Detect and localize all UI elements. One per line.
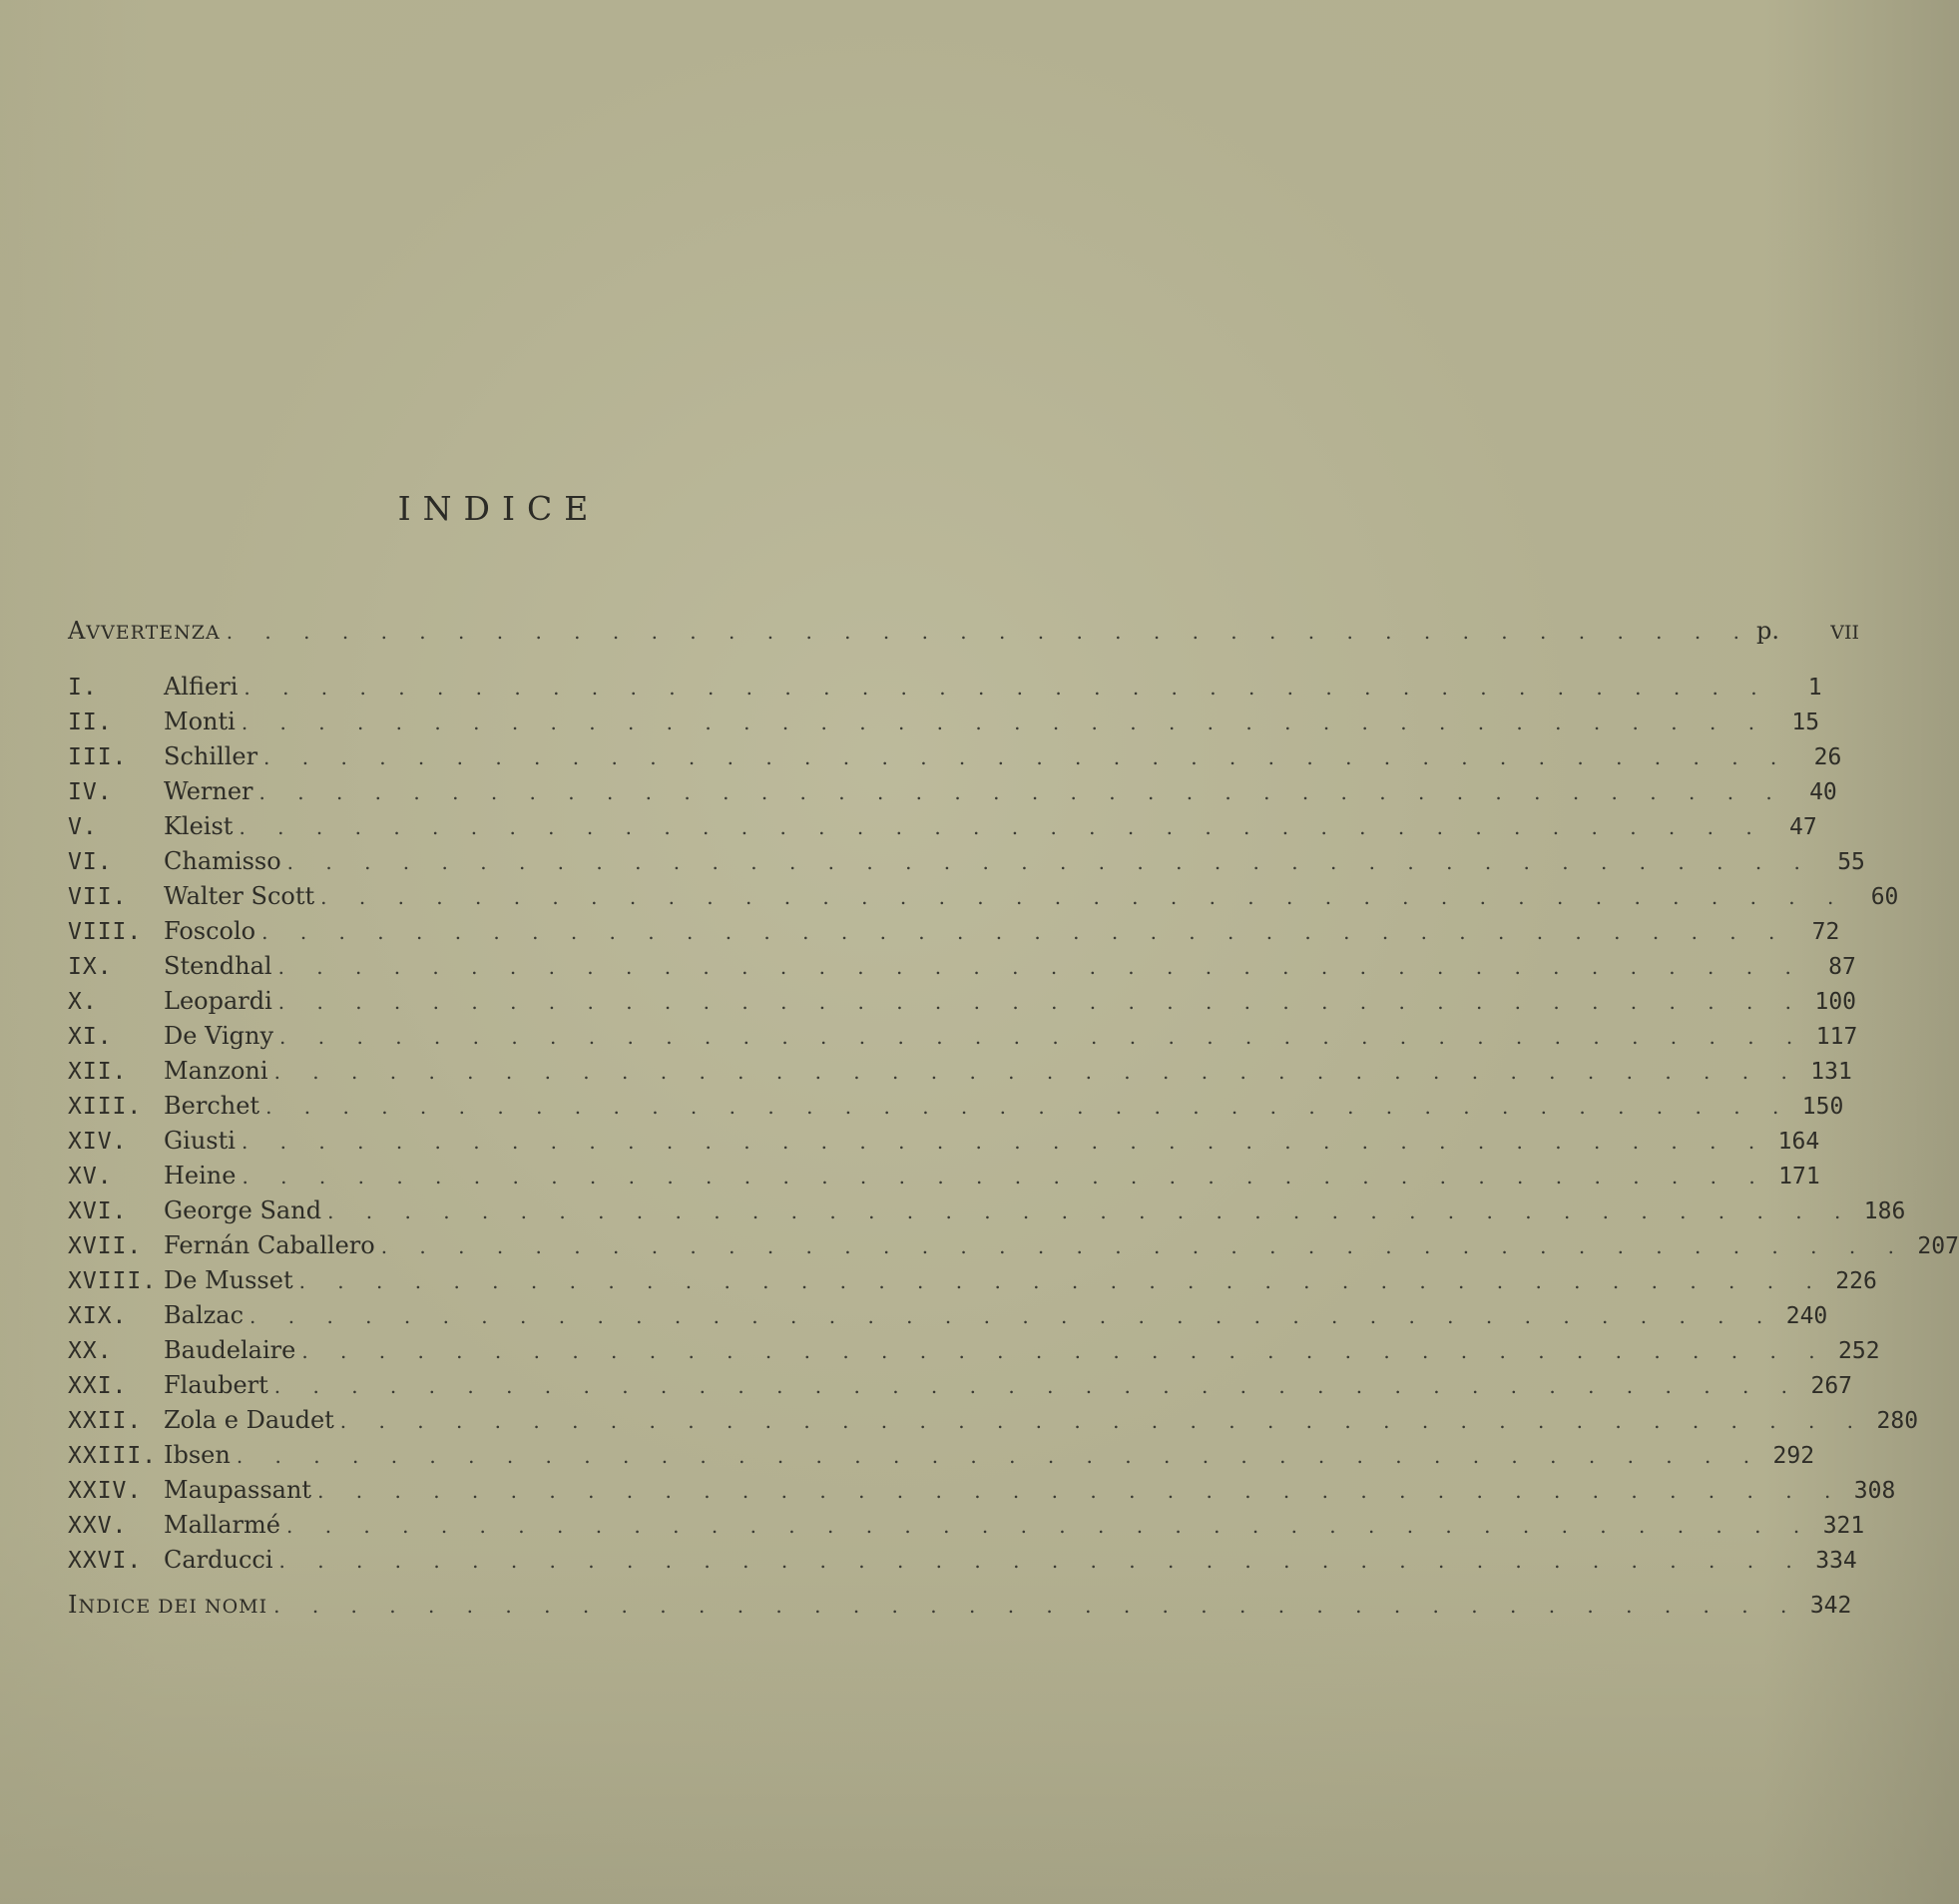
toc-row-names-index xyxy=(68,1591,1852,1625)
chapter-number: XXVI. xyxy=(68,1548,143,1574)
toc-row xyxy=(68,1162,1820,1195)
page-number: 321 xyxy=(1822,1513,1865,1539)
toc-row xyxy=(68,1371,1853,1405)
chapter-title: Baudelaire xyxy=(164,1336,296,1364)
toc-row xyxy=(68,1092,1844,1126)
toc-row xyxy=(68,1266,1877,1300)
dot-leader: . . . . . . . . . . . . . . . . . . . . . . . . . . . . . . . . . . . . . . . . xyxy=(298,1269,1825,1293)
chapter-number: XII. xyxy=(68,1059,128,1085)
page-number: 226 xyxy=(1835,1268,1877,1294)
dot-leader: . . . . . . . . . . . . . . . . . . . . . . . . . . . . . . . . . . . . . . . . xyxy=(317,1479,1844,1503)
dot-leader: . . . . . . . . . . . . . . . . . . . . . . . . . . . . . . . . . . . . . . . . xyxy=(273,1374,1801,1398)
dot-leader: . . . . . . . . . . . . . . . . . . . . . . . . . . . . . . . . . . . . . . . . xyxy=(241,711,1768,734)
chapter-number: XIII. xyxy=(68,1094,143,1120)
page-number: 164 xyxy=(1777,1129,1820,1155)
page-number: 40 xyxy=(1809,779,1837,805)
toc-row-preface xyxy=(68,617,1859,651)
page-number: 55 xyxy=(1837,849,1865,875)
names-index-label: INDICE DEI NOMI xyxy=(68,1591,268,1619)
page-abbrev: p. xyxy=(1755,617,1779,645)
page-number: 292 xyxy=(1772,1443,1815,1469)
dot-leader: . . . . . . . . . . . . . . . . . . . . . . . . . . . . . . . . . . . . . . . . xyxy=(239,815,1765,839)
chapter-title: De Musset xyxy=(164,1266,293,1294)
chapter-title: Walter Scott xyxy=(164,882,315,910)
chapter-title: Giusti xyxy=(164,1127,236,1155)
dot-leader: . . . . . . . . . . . . . . . . . . . . . . . . . . . . . . . . . . . . . . . . xyxy=(380,1234,1907,1258)
toc-row xyxy=(68,917,1840,951)
chapter-title: George Sand xyxy=(164,1196,322,1224)
chapter-number: III. xyxy=(68,744,128,770)
chapter-title: Mallarmé xyxy=(164,1511,280,1539)
page-number: 334 xyxy=(1815,1548,1857,1574)
dot-leader: . . . . . . . . . . . . . . . . . . . . . . . . . . . . . . . . . . . . . . . . xyxy=(273,1060,1800,1084)
dot-leader: . . . . . . . . . . . . . . . . . . . . . . . . . . . . . . . . . . . . . . . . xyxy=(286,850,1813,874)
toc-row xyxy=(68,1546,1857,1580)
toc-row xyxy=(68,1301,1828,1335)
chapter-number: I. xyxy=(68,675,98,701)
chapter-title: Maupassant xyxy=(164,1476,312,1504)
dot-leader: . . . . . . . . . . . . . . . . . . . . . . . . . . . . . . . . . . . . . . . . xyxy=(226,620,1752,644)
chapter-title: Fernán Caballero xyxy=(164,1231,375,1259)
preface-label: AVVERTENZA xyxy=(68,617,221,645)
toc-row xyxy=(68,777,1837,811)
chapter-number: II. xyxy=(68,710,113,735)
page-number: 117 xyxy=(1815,1024,1858,1050)
dot-leader: . . . . . . . . . . . . . . . . . . . . . . . . . . . . . . . . . . . . . . . . xyxy=(320,885,1847,909)
dot-leader: . . . . . . . . . . . . . . . . . . . . . . . . . . . . . . . . . . . . . . . . xyxy=(301,1339,1828,1363)
chapter-number: XVIII. xyxy=(68,1268,158,1294)
chapter-title: Ibsen xyxy=(164,1441,231,1469)
chapter-number: XXI. xyxy=(68,1373,128,1399)
page-number: 267 xyxy=(1810,1373,1853,1399)
toc-row xyxy=(68,1196,1906,1230)
toc-row xyxy=(68,742,1842,776)
page-title: INDICE xyxy=(397,489,601,528)
dot-leader: . . . . . . . . . . . . . . . . . . . . . . . . . . . . . . . . . . . . . . . . xyxy=(339,1409,1867,1433)
chapter-title: Kleist xyxy=(164,812,234,840)
dot-leader: . . . . . . . . . . . . . . . . . . . . . . . . . . . . . . . . . . . . . . . . xyxy=(244,676,1770,700)
dot-leader: . . . . . . . . . . . . . . . . . . . . . . . . . . . . . . . . . . . . . . . . xyxy=(258,780,1785,804)
toc-row xyxy=(68,673,1822,707)
chapter-number: X. xyxy=(68,989,98,1015)
toc-row xyxy=(68,708,1820,741)
dot-leader: . . . . . . . . . . . . . . . . . . . . . . . . . . . . . . . . . . . . . . . . xyxy=(279,1025,1806,1049)
dot-leader: . . . . . . . . . . . . . . . . . . . . . . . . . . . . . . . . . . . . . . . . xyxy=(241,1130,1768,1154)
toc-row xyxy=(68,1511,1865,1545)
chapter-title: Chamisso xyxy=(164,847,281,875)
page-number: 131 xyxy=(1810,1059,1852,1085)
toc-row xyxy=(68,1127,1820,1161)
chapter-number: XVI. xyxy=(68,1198,128,1224)
page-number: VII xyxy=(1830,622,1859,644)
chapter-number: XXV. xyxy=(68,1513,128,1539)
dot-leader: . . . . . . . . . . . . . . . . . . . . . . . . . . . . . . . . . . . . . . . . xyxy=(277,955,1804,979)
toc-row xyxy=(68,1231,1959,1265)
chapter-number: IX. xyxy=(68,954,113,980)
toc-row xyxy=(68,952,1856,986)
chapter-number: XX. xyxy=(68,1338,113,1364)
page-number: 15 xyxy=(1791,710,1820,735)
dot-leader: . . . . . . . . . . . . . . . . . . . . . . . . . . . . . . . . . . . . . . . . xyxy=(273,1594,1800,1618)
chapter-number: V. xyxy=(68,814,98,840)
chapter-title: Werner xyxy=(164,777,253,805)
chapter-title: Heine xyxy=(164,1162,237,1190)
dot-leader: . . . . . . . . . . . . . . . . . . . . . . . . . . . . . . . . . . . . . . . . xyxy=(285,1514,1813,1538)
chapter-title: Balzac xyxy=(164,1301,245,1329)
chapter-number: XI. xyxy=(68,1024,113,1050)
chapter-title: Leopardi xyxy=(164,987,272,1015)
chapter-title: Flaubert xyxy=(164,1371,268,1399)
chapter-number: XXII. xyxy=(68,1408,143,1434)
chapter-number: IV. xyxy=(68,779,113,805)
dot-leader: . . . . . . . . . . . . . . . . . . . . . . . . . . . . . . . . . . . . . . . . xyxy=(242,1165,1768,1189)
toc-row xyxy=(68,1022,1858,1056)
page-number: 150 xyxy=(1801,1094,1844,1120)
page-number: 342 xyxy=(1809,1593,1852,1619)
page-number: 252 xyxy=(1838,1338,1880,1364)
dot-leader: . . . . . . . . . . . . . . . . . . . . . . . . . . . . . . . . . . . . . . . . xyxy=(327,1199,1854,1223)
toc-row xyxy=(68,1057,1852,1091)
toc-row xyxy=(68,1441,1815,1475)
chapter-title: Zola e Daudet xyxy=(164,1406,334,1434)
toc-row xyxy=(68,1406,1919,1440)
chapter-number: XIV. xyxy=(68,1129,128,1155)
dot-leader: . . . . . . . . . . . . . . . . . . . . . . . . . . . . . . . . . . . . . . . . xyxy=(261,920,1788,944)
page-number: 100 xyxy=(1814,989,1857,1015)
toc-row xyxy=(68,1336,1880,1370)
page-number: 240 xyxy=(1785,1303,1828,1329)
page-number: 171 xyxy=(1778,1164,1820,1190)
chapter-title: Stendhal xyxy=(164,952,272,980)
page-number: 60 xyxy=(1870,884,1899,910)
toc-row xyxy=(68,987,1857,1021)
chapter-title: Foscolo xyxy=(164,917,256,945)
page-number: 186 xyxy=(1863,1198,1906,1224)
chapter-number: XXIII. xyxy=(68,1443,158,1469)
dot-leader: . . . . . . . . . . . . . . . . . . . . . . . . . . . . . . . . . . . . . . . . xyxy=(249,1304,1776,1328)
chapter-title: Schiller xyxy=(164,742,258,770)
chapter-title: Berchet xyxy=(164,1092,260,1120)
dot-leader: . . . . . . . . . . . . . . . . . . . . . . . . . . . . . . . . . . . . . . . . xyxy=(236,1444,1763,1468)
page-number: 308 xyxy=(1853,1478,1896,1504)
chapter-title: Manzoni xyxy=(164,1057,268,1085)
toc-row xyxy=(68,1476,1896,1510)
chapter-title: De Vigny xyxy=(164,1022,274,1050)
chapter-number: XVII. xyxy=(68,1233,143,1259)
dot-leader: . . . . . . . . . . . . . . . . . . . . . . . . . . . . . . . . . . . . . . . . xyxy=(278,1549,1805,1573)
chapter-title: Carducci xyxy=(164,1546,273,1574)
chapter-number: XIX. xyxy=(68,1303,128,1329)
page-number: 280 xyxy=(1876,1408,1919,1434)
toc-row xyxy=(68,812,1817,846)
chapter-number: VII. xyxy=(68,884,128,910)
page-number: 26 xyxy=(1813,744,1842,770)
chapter-number: XXIV. xyxy=(68,1478,143,1504)
dot-leader: . . . . . . . . . . . . . . . . . . . . . . . . . . . . . . . . . . . . . . . . xyxy=(265,1095,1792,1119)
page-number: 47 xyxy=(1789,814,1817,840)
dot-leader: . . . . . . . . . . . . . . . . . . . . . . . . . . . . . . . . . . . . . . . . xyxy=(277,990,1805,1014)
chapter-number: XV. xyxy=(68,1164,113,1190)
toc-row xyxy=(68,882,1899,916)
page-number: 72 xyxy=(1811,919,1840,945)
chapter-number: VI. xyxy=(68,849,113,875)
chapter-number: VIII. xyxy=(68,919,143,945)
page-number: 87 xyxy=(1828,954,1856,980)
chapter-title: Monti xyxy=(164,708,236,735)
page-number: 207 xyxy=(1917,1233,1959,1259)
toc-row xyxy=(68,847,1865,881)
chapter-title: Alfieri xyxy=(164,673,239,701)
page-number: 1 xyxy=(1807,675,1822,701)
dot-leader: . . . . . . . . . . . . . . . . . . . . . . . . . . . . . . . . . . . . . . . . xyxy=(263,745,1790,769)
